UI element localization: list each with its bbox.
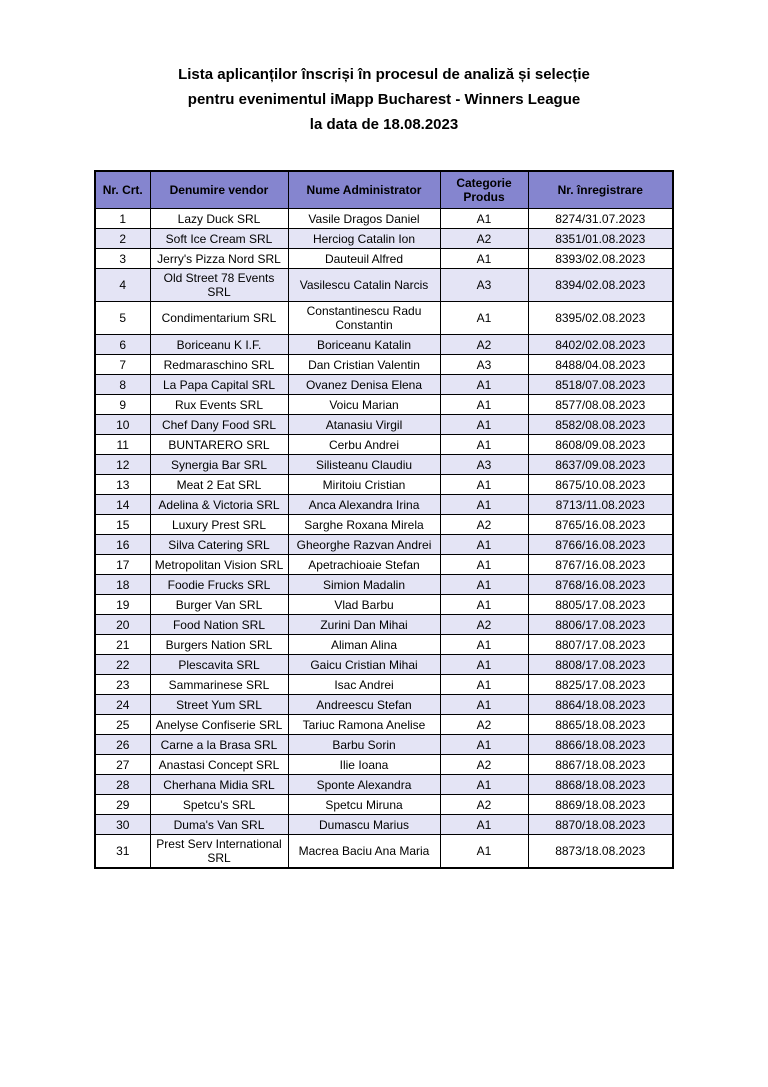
cell-nr-inregistrare: 8868/18.08.2023 bbox=[528, 775, 673, 795]
table-row bbox=[95, 615, 673, 635]
cell-denumire-vendor: Boriceanu K I.F. bbox=[150, 335, 288, 355]
cell-denumire-vendor: Prest Serv International SRL bbox=[150, 835, 288, 869]
cell-nr-crt: 8 bbox=[95, 375, 150, 395]
cell-nr-inregistrare: 8402/02.08.2023 bbox=[528, 335, 673, 355]
cell-categorie-produs: A2 bbox=[440, 715, 528, 735]
title-line-2: pentru evenimentul iMapp Bucharest - Winners League bbox=[187, 91, 581, 108]
cell-denumire-vendor: Lazy Duck SRL bbox=[150, 209, 288, 229]
cell-categorie-produs: A3 bbox=[440, 269, 528, 302]
cell-nume-administrator: Cerbu Andrei bbox=[288, 435, 440, 455]
cell-categorie-produs: A1 bbox=[440, 555, 528, 575]
cell-nr-crt: 13 bbox=[95, 475, 150, 495]
cell-nume-administrator: Sarghe Roxana Mirela bbox=[288, 515, 440, 535]
cell-nume-administrator: Boriceanu Katalin bbox=[288, 335, 440, 355]
cell-denumire-vendor: Sammarinese SRL bbox=[150, 675, 288, 695]
cell-denumire-vendor: Jerry's Pizza Nord SRL bbox=[150, 249, 288, 269]
cell-categorie-produs: A1 bbox=[440, 395, 528, 415]
cell-nume-administrator: Zurini Dan Mihai bbox=[288, 615, 440, 635]
table-row bbox=[95, 415, 673, 435]
cell-nume-administrator: Barbu Sorin bbox=[288, 735, 440, 755]
cell-nume-administrator: Apetrachioaie Stefan bbox=[288, 555, 440, 575]
cell-nr-inregistrare: 8488/04.08.2023 bbox=[528, 355, 673, 375]
cell-nume-administrator: Atanasiu Virgil bbox=[288, 415, 440, 435]
cell-nr-crt: 15 bbox=[95, 515, 150, 535]
cell-categorie-produs: A2 bbox=[440, 755, 528, 775]
cell-nr-crt: 18 bbox=[95, 575, 150, 595]
cell-denumire-vendor: Burgers Nation SRL bbox=[150, 635, 288, 655]
table-row bbox=[95, 335, 673, 355]
cell-nr-crt: 6 bbox=[95, 335, 150, 355]
table-row bbox=[95, 755, 673, 775]
cell-categorie-produs: A1 bbox=[440, 209, 528, 229]
cell-denumire-vendor: Anastasi Concept SRL bbox=[150, 755, 288, 775]
cell-categorie-produs: A1 bbox=[440, 835, 528, 869]
cell-nr-inregistrare: 8582/08.08.2023 bbox=[528, 415, 673, 435]
cell-nr-inregistrare: 8870/18.08.2023 bbox=[528, 815, 673, 835]
cell-nr-crt: 16 bbox=[95, 535, 150, 555]
col-header-categorie-produs: Categorie Produs bbox=[440, 171, 528, 209]
cell-nr-crt: 3 bbox=[95, 249, 150, 269]
cell-nume-administrator: Vasilescu Catalin Narcis bbox=[288, 269, 440, 302]
cell-nr-inregistrare: 8713/11.08.2023 bbox=[528, 495, 673, 515]
table-row bbox=[95, 455, 673, 475]
cell-denumire-vendor: Street Yum SRL bbox=[150, 695, 288, 715]
cell-categorie-produs: A1 bbox=[440, 675, 528, 695]
cell-nume-administrator: Ilie Ioana bbox=[288, 755, 440, 775]
cell-denumire-vendor: Old Street 78 Events SRL bbox=[150, 269, 288, 302]
document-title bbox=[0, 0, 768, 137]
cell-nume-administrator: Macrea Baciu Ana Maria bbox=[288, 835, 440, 869]
title-line-1: Lista aplicanților înscriși în procesul de analiză și selecție bbox=[178, 66, 590, 83]
table-body bbox=[95, 209, 673, 869]
cell-denumire-vendor: Metropolitan Vision SRL bbox=[150, 555, 288, 575]
cell-denumire-vendor: Adelina & Victoria SRL bbox=[150, 495, 288, 515]
table-header-row bbox=[95, 171, 673, 209]
table-row bbox=[95, 695, 673, 715]
cell-nr-inregistrare: 8768/16.08.2023 bbox=[528, 575, 673, 595]
cell-nume-administrator: Herciog Catalin Ion bbox=[288, 229, 440, 249]
cell-denumire-vendor: Spetcu's SRL bbox=[150, 795, 288, 815]
cell-nume-administrator: Gaicu Cristian Mihai bbox=[288, 655, 440, 675]
cell-denumire-vendor: Redmaraschino SRL bbox=[150, 355, 288, 375]
cell-nr-inregistrare: 8867/18.08.2023 bbox=[528, 755, 673, 775]
cell-categorie-produs: A1 bbox=[440, 595, 528, 615]
cell-nr-crt: 1 bbox=[95, 209, 150, 229]
cell-denumire-vendor: Foodie Frucks SRL bbox=[150, 575, 288, 595]
table-row bbox=[95, 209, 673, 229]
cell-nr-inregistrare: 8873/18.08.2023 bbox=[528, 835, 673, 869]
cell-nume-administrator: Andreescu Stefan bbox=[288, 695, 440, 715]
table-row bbox=[95, 675, 673, 695]
cell-nume-administrator: Dauteuil Alfred bbox=[288, 249, 440, 269]
cell-nr-inregistrare: 8577/08.08.2023 bbox=[528, 395, 673, 415]
cell-denumire-vendor: Food Nation SRL bbox=[150, 615, 288, 635]
cell-nr-inregistrare: 8394/02.08.2023 bbox=[528, 269, 673, 302]
table-row bbox=[95, 715, 673, 735]
cell-denumire-vendor: Rux Events SRL bbox=[150, 395, 288, 415]
cell-nr-crt: 17 bbox=[95, 555, 150, 575]
table-row bbox=[95, 515, 673, 535]
cell-nume-administrator: Aliman Alina bbox=[288, 635, 440, 655]
cell-categorie-produs: A1 bbox=[440, 375, 528, 395]
cell-denumire-vendor: Plescavita SRL bbox=[150, 655, 288, 675]
table-row bbox=[95, 815, 673, 835]
cell-categorie-produs: A1 bbox=[440, 475, 528, 495]
cell-nume-administrator: Dan Cristian Valentin bbox=[288, 355, 440, 375]
table-row bbox=[95, 269, 673, 302]
table-row bbox=[95, 229, 673, 249]
cell-nr-crt: 2 bbox=[95, 229, 150, 249]
table-row bbox=[95, 249, 673, 269]
cell-nume-administrator: Simion Madalin bbox=[288, 575, 440, 595]
table-row bbox=[95, 635, 673, 655]
cell-nr-inregistrare: 8518/07.08.2023 bbox=[528, 375, 673, 395]
table-row bbox=[95, 655, 673, 675]
col-header-nr-crt: Nr. Crt. bbox=[95, 171, 150, 209]
table-row bbox=[95, 795, 673, 815]
cell-nr-crt: 14 bbox=[95, 495, 150, 515]
table-row bbox=[95, 535, 673, 555]
cell-denumire-vendor: Synergia Bar SRL bbox=[150, 455, 288, 475]
cell-denumire-vendor: Silva Catering SRL bbox=[150, 535, 288, 555]
cell-nume-administrator: Ovanez Denisa Elena bbox=[288, 375, 440, 395]
cell-nume-administrator: Sponte Alexandra bbox=[288, 775, 440, 795]
cell-nume-administrator: Tariuc Ramona Anelise bbox=[288, 715, 440, 735]
cell-nume-administrator: Voicu Marian bbox=[288, 395, 440, 415]
cell-nr-inregistrare: 8351/01.08.2023 bbox=[528, 229, 673, 249]
cell-nr-inregistrare: 8767/16.08.2023 bbox=[528, 555, 673, 575]
cell-nr-inregistrare: 8766/16.08.2023 bbox=[528, 535, 673, 555]
cell-nume-administrator: Dumascu Marius bbox=[288, 815, 440, 835]
cell-denumire-vendor: Condimentarium SRL bbox=[150, 302, 288, 335]
cell-denumire-vendor: La Papa Capital SRL bbox=[150, 375, 288, 395]
cell-nume-administrator: Vasile Dragos Daniel bbox=[288, 209, 440, 229]
cell-denumire-vendor: Luxury Prest SRL bbox=[150, 515, 288, 535]
cell-nr-inregistrare: 8825/17.08.2023 bbox=[528, 675, 673, 695]
cell-nr-inregistrare: 8393/02.08.2023 bbox=[528, 249, 673, 269]
cell-nr-inregistrare: 8805/17.08.2023 bbox=[528, 595, 673, 615]
title-line-3: la data de 18.08.2023 bbox=[309, 116, 459, 133]
table-row bbox=[95, 435, 673, 455]
table-row bbox=[95, 375, 673, 395]
cell-nr-inregistrare: 8806/17.08.2023 bbox=[528, 615, 673, 635]
cell-nr-inregistrare: 8865/18.08.2023 bbox=[528, 715, 673, 735]
cell-categorie-produs: A1 bbox=[440, 435, 528, 455]
cell-categorie-produs: A1 bbox=[440, 635, 528, 655]
cell-categorie-produs: A1 bbox=[440, 415, 528, 435]
applicants-table bbox=[94, 170, 674, 869]
cell-nr-crt: 11 bbox=[95, 435, 150, 455]
cell-nr-inregistrare: 8808/17.08.2023 bbox=[528, 655, 673, 675]
cell-categorie-produs: A1 bbox=[440, 655, 528, 675]
cell-nr-inregistrare: 8675/10.08.2023 bbox=[528, 475, 673, 495]
cell-categorie-produs: A1 bbox=[440, 302, 528, 335]
col-header-nume-administrator: Nume Administrator bbox=[288, 171, 440, 209]
cell-nume-administrator: Vlad Barbu bbox=[288, 595, 440, 615]
cell-nr-crt: 12 bbox=[95, 455, 150, 475]
cell-denumire-vendor: Meat 2 Eat SRL bbox=[150, 475, 288, 495]
cell-nr-crt: 21 bbox=[95, 635, 150, 655]
cell-nume-administrator: Silisteanu Claudiu bbox=[288, 455, 440, 475]
cell-categorie-produs: A1 bbox=[440, 775, 528, 795]
cell-nr-crt: 19 bbox=[95, 595, 150, 615]
cell-nume-administrator: Constantinescu Radu Constantin bbox=[288, 302, 440, 335]
cell-nr-inregistrare: 8395/02.08.2023 bbox=[528, 302, 673, 335]
table-row bbox=[95, 775, 673, 795]
cell-nr-inregistrare: 8864/18.08.2023 bbox=[528, 695, 673, 715]
cell-denumire-vendor: Soft Ice Cream SRL bbox=[150, 229, 288, 249]
cell-denumire-vendor: Cherhana Midia SRL bbox=[150, 775, 288, 795]
cell-nr-crt: 25 bbox=[95, 715, 150, 735]
table-row bbox=[95, 302, 673, 335]
cell-denumire-vendor: Duma's Van SRL bbox=[150, 815, 288, 835]
cell-nr-crt: 5 bbox=[95, 302, 150, 335]
cell-nume-administrator: Spetcu Miruna bbox=[288, 795, 440, 815]
cell-nr-crt: 31 bbox=[95, 835, 150, 869]
cell-nr-inregistrare: 8274/31.07.2023 bbox=[528, 209, 673, 229]
cell-categorie-produs: A3 bbox=[440, 455, 528, 475]
cell-categorie-produs: A1 bbox=[440, 815, 528, 835]
cell-nume-administrator: Anca Alexandra Irina bbox=[288, 495, 440, 515]
cell-nr-crt: 4 bbox=[95, 269, 150, 302]
cell-nr-crt: 24 bbox=[95, 695, 150, 715]
cell-nr-inregistrare: 8866/18.08.2023 bbox=[528, 735, 673, 755]
cell-nr-crt: 9 bbox=[95, 395, 150, 415]
cell-nr-inregistrare: 8807/17.08.2023 bbox=[528, 635, 673, 655]
cell-categorie-produs: A2 bbox=[440, 615, 528, 635]
table-row bbox=[95, 595, 673, 615]
cell-nr-inregistrare: 8869/18.08.2023 bbox=[528, 795, 673, 815]
cell-nr-crt: 29 bbox=[95, 795, 150, 815]
cell-categorie-produs: A2 bbox=[440, 795, 528, 815]
table-row bbox=[95, 495, 673, 515]
cell-nume-administrator: Isac Andrei bbox=[288, 675, 440, 695]
cell-nr-inregistrare: 8637/09.08.2023 bbox=[528, 455, 673, 475]
cell-nume-administrator: Gheorghe Razvan Andrei bbox=[288, 535, 440, 555]
cell-denumire-vendor: Burger Van SRL bbox=[150, 595, 288, 615]
cell-nr-crt: 20 bbox=[95, 615, 150, 635]
cell-categorie-produs: A2 bbox=[440, 335, 528, 355]
table-row bbox=[95, 575, 673, 595]
cell-categorie-produs: A3 bbox=[440, 355, 528, 375]
cell-nr-inregistrare: 8608/09.08.2023 bbox=[528, 435, 673, 455]
table-row bbox=[95, 555, 673, 575]
cell-nr-crt: 7 bbox=[95, 355, 150, 375]
cell-nr-crt: 30 bbox=[95, 815, 150, 835]
cell-denumire-vendor: Anelyse Confiserie SRL bbox=[150, 715, 288, 735]
cell-categorie-produs: A1 bbox=[440, 249, 528, 269]
cell-nr-crt: 22 bbox=[95, 655, 150, 675]
cell-categorie-produs: A2 bbox=[440, 515, 528, 535]
col-header-nr-inregistrare: Nr. înregistrare bbox=[528, 171, 673, 209]
cell-categorie-produs: A1 bbox=[440, 735, 528, 755]
table-row bbox=[95, 735, 673, 755]
cell-denumire-vendor: Carne a la Brasa SRL bbox=[150, 735, 288, 755]
cell-categorie-produs: A1 bbox=[440, 575, 528, 595]
table-row bbox=[95, 835, 673, 869]
cell-nr-crt: 28 bbox=[95, 775, 150, 795]
table-row bbox=[95, 395, 673, 415]
cell-categorie-produs: A1 bbox=[440, 695, 528, 715]
cell-categorie-produs: A2 bbox=[440, 229, 528, 249]
cell-denumire-vendor: Chef Dany Food SRL bbox=[150, 415, 288, 435]
cell-nr-crt: 23 bbox=[95, 675, 150, 695]
cell-categorie-produs: A1 bbox=[440, 495, 528, 515]
table-row bbox=[95, 475, 673, 495]
cell-denumire-vendor: BUNTARERO SRL bbox=[150, 435, 288, 455]
col-header-denumire-vendor: Denumire vendor bbox=[150, 171, 288, 209]
cell-nr-crt: 26 bbox=[95, 735, 150, 755]
cell-nr-inregistrare: 8765/16.08.2023 bbox=[528, 515, 673, 535]
cell-nume-administrator: Miritoiu Cristian bbox=[288, 475, 440, 495]
table-row bbox=[95, 355, 673, 375]
cell-nr-crt: 10 bbox=[95, 415, 150, 435]
cell-categorie-produs: A1 bbox=[440, 535, 528, 555]
cell-nr-crt: 27 bbox=[95, 755, 150, 775]
